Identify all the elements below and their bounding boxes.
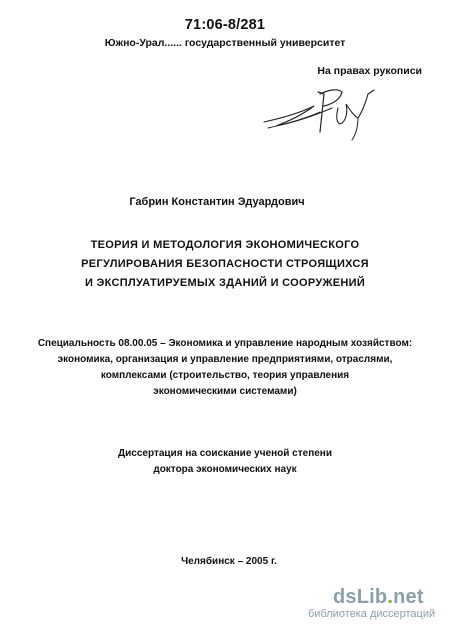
author-name: Габрин Константин Эдуардович [129,196,305,208]
university-name: Южно-Урал...... государственный университет [104,37,346,49]
rights-note: На правах рукописи [317,65,422,77]
catalog-code: 71:06-8/281 [184,17,266,33]
degree-line: доктора экономических наук [153,464,297,475]
city-year: Челябинск – 2005 г. [181,556,277,567]
dissertation-title-line: ТЕОРИЯ И МЕТОДОЛОГИЯ ЭКОНОМИЧЕСКОГО [90,239,360,251]
watermark-logo [333,586,424,608]
handwritten-signature [262,78,380,142]
dissertation-title-line: РЕГУЛИРОВАНИЯ БЕЗОПАСНОСТИ СТРОЯЩИХСЯ [81,258,369,270]
watermark-subtitle: библиотека диссертаций [308,608,436,620]
watermark-logo-tld: net [393,586,424,608]
degree-line: Диссертация на соискание ученой степени [118,448,332,459]
specialty-line: экономическими системами) [153,386,297,397]
dissertation-title-line: И ЭКСПЛУАТИРУЕМЫХ ЗДАНИЙ И СООРУЖЕНИЙ [84,277,366,289]
specialty-line: экономика, организация и управление предприятиями, отраслями, [57,354,393,365]
specialty-line: Специальность 08.00.05 – Экономика и управление народным хозяйством: [37,338,413,349]
specialty-line: комплексами (строительство, теория управления [100,370,350,381]
watermark-logo-main: dsLib [333,586,388,608]
watermark-logo-dot: . [387,586,394,608]
